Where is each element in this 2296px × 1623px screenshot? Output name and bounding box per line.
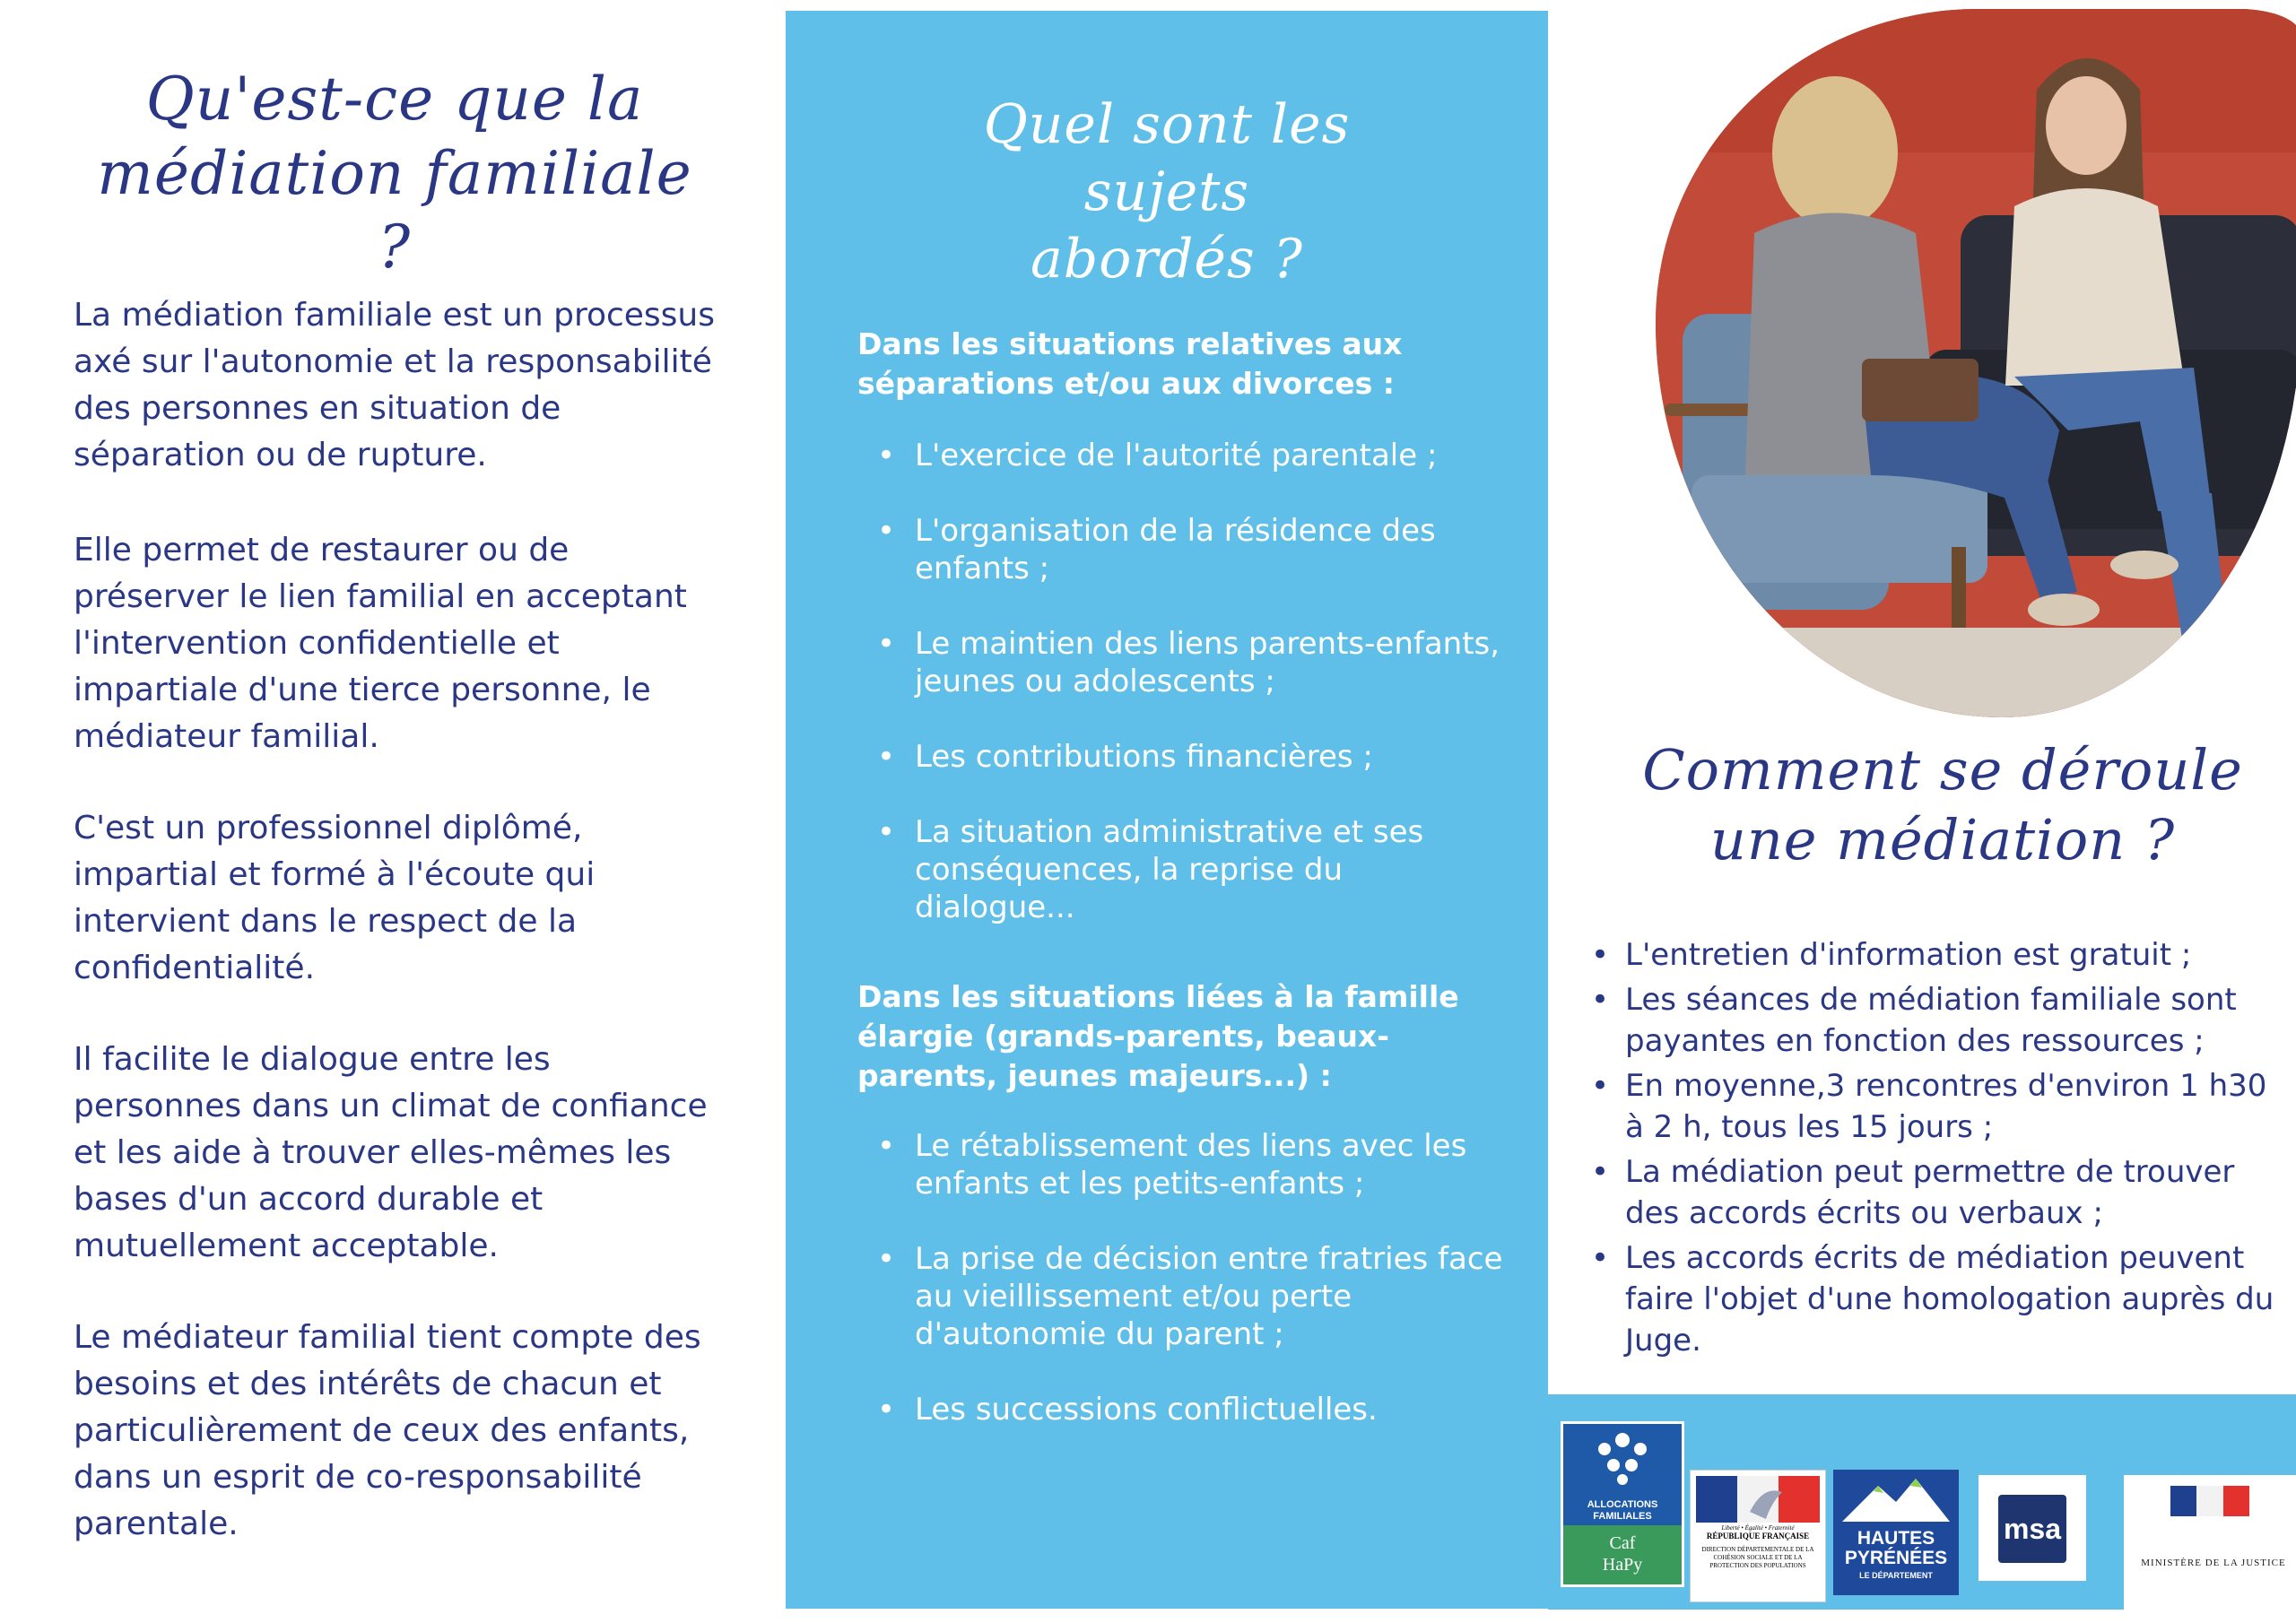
caf-logo (1561, 1421, 1684, 1587)
hp-text-line3: LE DÉPARTEMENT (1859, 1571, 1933, 1580)
list-item: • L'organisation de la résidence des enfants ; (875, 512, 1503, 587)
justice-text: MINISTÈRE DE LA JUSTICE (2141, 1558, 2286, 1568)
republique-francaise-logo (1690, 1470, 1826, 1602)
counseling-photo (1656, 9, 2296, 717)
left-paragraph-5: Le médiateur familial tient compte des besoins et des intérêts de chacun et particulièrement de ceux des enfants, dans un esprit de co-responsabilité parentale. (74, 1319, 701, 1542)
middle-title-line1: Quel sont les sujets (983, 93, 1351, 223)
caf-text-line1: ALLOCATIONS (1587, 1499, 1658, 1510)
left-paragraph-3: C'est un professionnel diplômé, impartial et formé à l'écoute qui intervient dans le respect de la confidentialité. (74, 810, 596, 986)
left-title-line1: Qu'est-ce que la (145, 65, 644, 134)
list-item: • La médiation peut permettre de trouver des accords écrits ou verbaux ; (1584, 1151, 2292, 1234)
left-title-line2: médiation familiale ? (97, 138, 692, 282)
list-item: • Le maintien des liens parents-enfants, jeunes ou adolescents ; (875, 625, 1503, 700)
list-item: • L'exercice de l'autorité parentale ; (875, 437, 1503, 474)
hp-text-line1: HAUTES (1857, 1528, 1935, 1549)
list-item: • L'entretien d'information est gratuit ; (1584, 934, 2292, 976)
list-item: • La prise de décision entre fratries face au vieillissement et/ou perte d'autonomie du parent ; (875, 1240, 1503, 1353)
caf-text-line2: FAMILIALES (1593, 1511, 1652, 1522)
caf-text-line4: HaPy (1602, 1555, 1643, 1575)
left-panel (0, 0, 786, 1623)
left-title (81, 63, 709, 285)
left-paragraph-4: Il facilite le dialogue entre les personnes dans un climat de confiance et les aide à trouver elles-mêmes les bases d'un accord durable et mutuellement acceptable. (74, 1041, 708, 1264)
section2-heading: Dans les situations liées à la famille élargie (grands-parents, beaux-parents, jeunes majeurs...) : (857, 979, 1459, 1093)
section2-list (875, 1127, 1503, 1466)
right-title-line1: Comment se déroule (1642, 737, 2243, 803)
rf-name: RÉPUBLIQUE FRANÇAISE (1706, 1532, 1810, 1541)
list-item: • Le rétablissement des liens avec les enfants et les petits-enfants ; (875, 1127, 1503, 1202)
msa-text: msa (1998, 1495, 2066, 1563)
counseling-photo-illustration (1656, 9, 2296, 717)
caf-text-line3: Caf (1609, 1533, 1636, 1553)
right-title (1602, 735, 2283, 874)
rf-department-text: DIRECTION DÉPARTEMENTALE DE LA COHÉSION SOCIALE ET DE LA PROTECTION DES POPULATIONS (1701, 1546, 1814, 1569)
middle-title (893, 91, 1440, 293)
middle-panel (786, 11, 1548, 1609)
left-paragraph-2: Elle permet de restaurer ou de préserver le lien familial en acceptant l'intervention confidentielle et impartiale d'une tierce personne, le médiateur familial. (74, 532, 687, 755)
section1-heading: Dans les situations relatives aux séparations et/ou aux divorces : (857, 326, 1403, 401)
hautes-pyrenees-logo (1833, 1470, 1959, 1595)
marianne-flag-icon (2170, 1486, 2249, 1516)
list-item: • Les séances de médiation familiale sont payantes en fonction des ressources ; (1584, 979, 2292, 1062)
hp-text-line2: PYRÉNÉES (1844, 1548, 1948, 1568)
list-item: • Les successions conflictuelles. (875, 1391, 1503, 1428)
right-panel (1548, 0, 2296, 1623)
right-title-line2: une médiation ? (1709, 806, 2176, 872)
process-list (1584, 934, 2292, 1365)
list-item: • En moyenne,3 rencontres d'environ 1 h30 à 2 h, tous les 15 jours ; (1584, 1065, 2292, 1148)
list-item: • Les accords écrits de médiation peuvent faire l'objet d'une homologation auprès du Juge. (1584, 1237, 2292, 1361)
list-item: • La situation administrative et ses conséquences, la reprise du dialogue... (875, 813, 1503, 926)
list-item: • Les contributions financières ; (875, 738, 1503, 776)
rf-motto: Liberté • Égalité • Fraternité (1721, 1524, 1795, 1532)
msa-logo (1979, 1475, 2086, 1581)
marianne-flag-icon (1696, 1476, 1822, 1523)
left-paragraph-1: La médiation familiale est un processus axé sur l'autonomie et la responsabilité des personnes en situation de séparation ou de rupture. (74, 297, 716, 473)
caf-family-icon (1563, 1428, 1682, 1490)
ministere-justice-logo (2124, 1475, 2296, 1610)
partner-logos-strip (1548, 1394, 2296, 1610)
mountain-icon (1833, 1470, 1959, 1525)
middle-title-line2: abordés ? (1031, 228, 1303, 291)
section1-list (875, 437, 1503, 964)
